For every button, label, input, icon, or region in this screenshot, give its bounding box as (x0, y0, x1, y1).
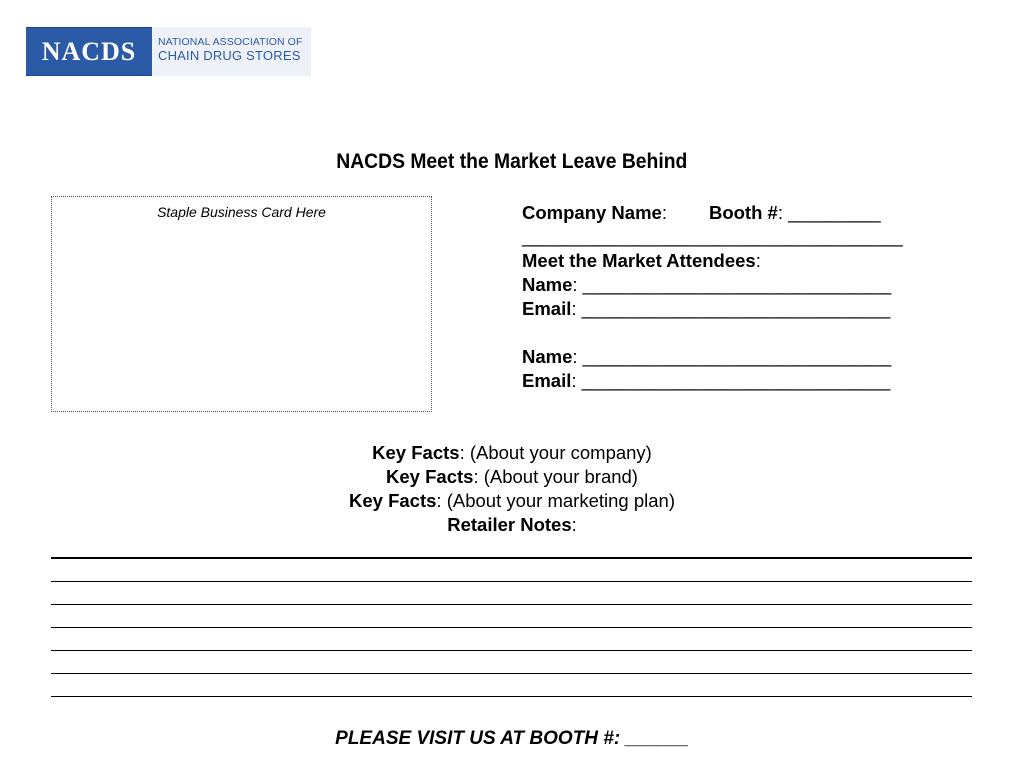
attendees-heading (522, 249, 903, 273)
company-name-colon: : (661, 202, 667, 223)
attendee-1-email-row (522, 297, 903, 321)
attendees-colon: : (755, 250, 761, 271)
logo-mark: NACDS (26, 27, 152, 76)
attendee-1-email-label: Email (522, 298, 572, 319)
company-row (522, 201, 903, 225)
booth-label: Booth # (708, 202, 778, 223)
page-title: NACDS Meet the Market Leave Behind (336, 150, 688, 173)
notes-line (51, 558, 972, 581)
attendees-label: Meet the Market Attendees (522, 250, 756, 271)
company-name-label: Company Name (522, 202, 662, 223)
key-facts-brand: Key Facts: (About your brand) (386, 466, 638, 487)
key-facts-company: Key Facts: (About your company) (372, 442, 652, 463)
attendee-1-name-label: Name (522, 274, 573, 295)
notes-line (51, 581, 972, 604)
logo-line-2: CHAIN DRUG STORES (158, 48, 301, 63)
notes-line (51, 650, 972, 673)
logo-wordmark (152, 27, 311, 76)
attendee-2-name-label: Name (522, 346, 573, 367)
attendee-1-email-field: : ______________________________ (571, 298, 891, 319)
logo-line-1: NATIONAL ASSOCIATION OF (158, 36, 303, 48)
key-facts-marketing: Key Facts: (About your marketing plan) (349, 490, 675, 511)
business-card-box (51, 196, 432, 412)
notes-line (51, 627, 972, 650)
notes-line (51, 696, 972, 719)
visit-booth-footer: PLEASE VISIT US AT BOOTH #: ______ (335, 728, 689, 749)
attendee-2-email-row (522, 369, 903, 393)
attendee-1-name-field: : ______________________________ (572, 274, 892, 295)
retailer-notes-heading: Retailer Notes: (447, 514, 577, 535)
attendee-2-email-label: Email (522, 370, 572, 391)
company-form (522, 201, 903, 393)
business-card-label: Staple Business Card Here (157, 204, 326, 220)
attendee-2-email-field: : ______________________________ (571, 370, 891, 391)
booth-field: : _________ (777, 202, 881, 223)
notes-lines (51, 557, 972, 719)
notes-line (51, 604, 972, 627)
attendee-1-name-row (522, 273, 903, 297)
key-facts-section (0, 441, 1024, 537)
notes-line (51, 673, 972, 696)
attendee-2-name-field: : ______________________________ (572, 346, 892, 367)
attendee-2-name-row (522, 345, 903, 369)
nacds-logo (26, 27, 311, 76)
company-underline-row: _____________________________________ (522, 226, 903, 247)
